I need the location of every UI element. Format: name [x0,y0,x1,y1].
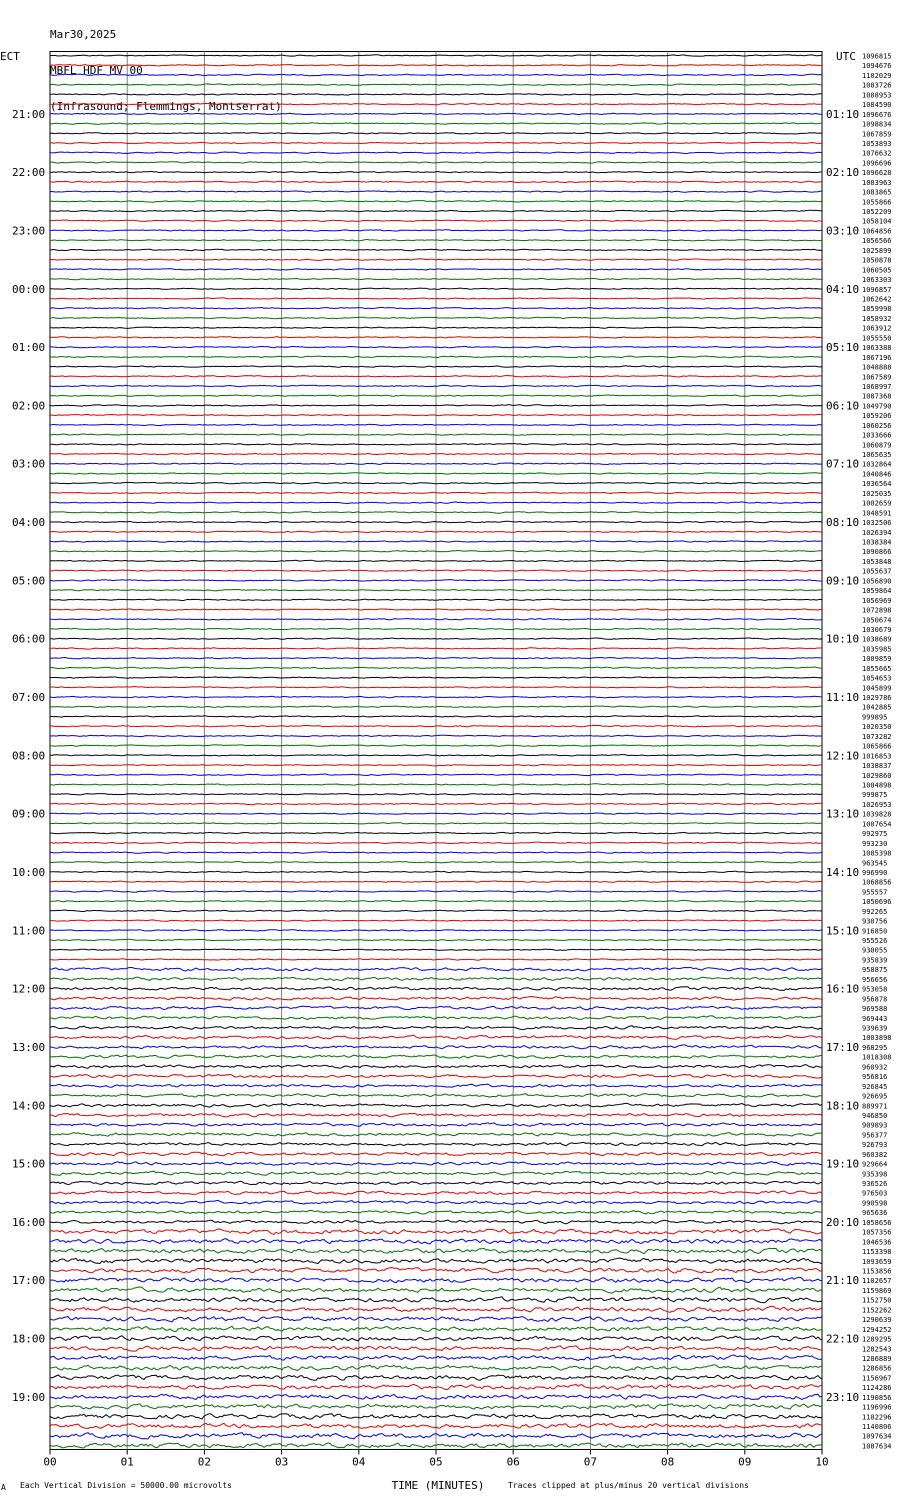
trace-offset-label: 960932 [862,1063,888,1072]
trace-offset-label: 1190856 [862,1393,892,1402]
trace-offset-label: 1098834 [862,120,892,129]
left-hour-label: 11:00 [12,924,46,938]
right-hour-label: 02:10 [826,166,860,180]
trace-offset-label: 963545 [862,859,888,868]
trace-offset-label: 965636 [862,1209,888,1218]
trace-offset-label: 1048591 [862,509,892,518]
trace-offset-label: 1073282 [862,732,892,741]
trace-offset-label: 1064856 [862,227,892,236]
trace-offset-label: 1056566 [862,237,892,246]
trace-offset-label: 1038689 [862,635,892,644]
left-hour-label: 14:00 [12,1099,46,1113]
left-hour-label: 12:00 [12,982,46,996]
right-timezone-label: UTC [836,50,856,63]
trace-offset-label: 1032864 [862,460,892,469]
trace-offset-label: 1063912 [862,324,892,333]
trace-offset-label: 930055 [862,946,888,955]
trace-offset-label: 1018308 [862,1053,892,1062]
trace-offset-label: 1096676 [862,110,892,119]
trace-offset-label: 889971 [862,1102,888,1111]
clip-note: Traces clipped at plus/minus 20 vertical divisions [508,1481,749,1490]
trace-offset-label: 969443 [862,1014,888,1023]
x-tick-label: 06 [506,1455,520,1469]
trace-offset-label: 992265 [862,907,888,916]
trace-offset-label: 1156967 [862,1374,892,1383]
trace-offset-label: 1088953 [862,91,892,100]
left-hour-label: 03:00 [12,457,46,471]
trace-offset-label: 1087634 [862,1442,892,1451]
trace-offset-label: 926695 [862,1092,888,1101]
trace-offset-label: 1039828 [862,810,892,819]
trace-offset-label: 1153856 [862,1267,892,1276]
trace-offset-label: 990598 [862,1199,888,1208]
trace-offset-label: 1062642 [862,295,892,304]
x-tick-label: 09 [738,1455,752,1469]
trace-offset-label: 1152262 [862,1306,892,1315]
right-hour-label: 21:10 [826,1274,860,1288]
trace-offset-label: 1102657 [862,1277,892,1286]
right-hour-label: 15:10 [826,924,860,938]
trace-offset-label: 1159869 [862,1286,892,1295]
x-tick-label: 10 [815,1455,829,1469]
left-hour-label: 17:00 [12,1274,46,1288]
right-hour-label: 09:10 [826,574,860,588]
trace-offset-label: 1282543 [862,1345,892,1354]
trace-offset-label: 1052209 [862,208,892,216]
right-hour-label: 17:10 [826,1040,860,1054]
trace-offset-label: 1087368 [862,392,892,401]
trace-offset-label: 1065635 [862,451,892,459]
trace-offset-label: 930756 [862,917,888,926]
x-tick-label: 05 [429,1455,443,1469]
x-tick-label: 04 [352,1455,366,1469]
right-hour-label: 13:10 [826,807,860,821]
chart-date: Mar30,2025 [50,28,117,41]
trace-offset-label: 1076632 [862,149,892,158]
trace-offset-label: 1083726 [862,81,892,90]
trace-offset-label: 953058 [862,985,888,994]
trace-offset-label: 1096628 [862,169,892,178]
left-hour-label: 06:00 [12,632,46,646]
trace-offset-label: 956377 [862,1131,888,1140]
trace-offset-label: 1025035 [862,489,892,498]
trace-offset-label: 1290639 [862,1316,892,1325]
trace-offset-label: 1040846 [862,470,892,479]
trace-offset-label: 955526 [862,937,888,945]
right-hour-label: 05:10 [826,341,860,355]
x-tick-label: 01 [120,1455,134,1469]
trace-offset-label: 1068856 [862,878,892,887]
x-tick-label: 03 [274,1455,289,1469]
trace-offset-label: 1049790 [862,402,892,411]
trace-offset-label: 1055866 [862,198,892,207]
left-hour-label: 05:00 [12,574,46,588]
trace-offset-label: 1050878 [862,256,892,265]
trace-offset-label: 1058656 [862,1218,892,1227]
trace-offset-label: 1026394 [862,528,892,537]
trace-offset-label: 1096815 [862,52,892,61]
trace-offset-label: 935398 [862,1170,888,1179]
trace-offset-label: 1067589 [862,373,892,382]
trace-offset-label: 1030679 [862,626,892,634]
trace-offset-label: 1068997 [862,383,892,391]
trace-offset-label: 992975 [862,830,888,839]
trace-offset-label: 1096696 [862,159,892,168]
trace-offset-label: 1294252 [862,1325,892,1334]
trace-offset-label: 956656 [862,975,888,984]
trace-offset-label: 1050674 [862,616,892,625]
trace-offset-label: 1083865 [862,188,892,197]
right-hour-label: 19:10 [826,1157,860,1171]
trace-offset-label: 960382 [862,1150,888,1159]
trace-offset-label: 946850 [862,1112,888,1120]
trace-offset-label: 968295 [862,1043,888,1052]
trace-offset-label: 1029786 [862,694,892,702]
trace-offset-label: 1060879 [862,441,892,450]
trace-offset-label: 1009859 [862,655,892,664]
trace-offset-label: 969588 [862,1005,888,1014]
left-hour-label: 08:00 [12,749,46,763]
trace-offset-label: 1004898 [862,781,892,790]
left-hour-label: 02:00 [12,399,46,413]
trace-offset-label: 1020350 [862,723,892,732]
trace-offset-label: 1055665 [862,664,892,673]
trace-offset-label: 993230 [862,839,888,848]
footer-mark: A [1,1483,6,1492]
right-hour-label: 04:10 [826,282,860,296]
trace-line [50,920,822,921]
left-hour-label: 18:00 [12,1332,46,1346]
left-hour-label: 07:00 [12,691,46,704]
right-hour-label: 18:10 [826,1099,860,1113]
trace-offset-label: 1007654 [862,820,892,829]
trace-offset-label: 996990 [862,869,888,877]
left-hour-label: 15:00 [12,1157,46,1171]
trace-offset-label: 1053893 [862,140,892,148]
trace-offset-label: 1059206 [862,412,892,421]
right-hour-label: 10:10 [826,632,860,646]
trace-offset-label: 1050696 [862,898,892,907]
trace-offset-label: 1002659 [862,499,892,508]
trace-offset-label: 1060505 [862,266,892,275]
scale-note: Each Vertical Division = 50000.00 microvolts [20,1481,232,1490]
trace-offset-label: 1055637 [862,567,892,576]
left-hour-label: 01:00 [12,341,46,355]
trace-offset-label: 916850 [862,927,888,936]
trace-offset-label: 956878 [862,995,888,1004]
right-hour-label: 07:10 [826,457,860,471]
trace-line [50,531,822,532]
trace-offset-label: 1029860 [862,771,892,780]
trace-offset-label: 1140806 [862,1423,892,1431]
right-hour-label: 23:10 [826,1390,860,1404]
trace-offset-label: 1054653 [862,674,892,683]
trace-offset-label: 1059998 [862,305,892,314]
chart-description: (Infrasound; Flemmings, Montserrat) [50,100,282,113]
right-hour-label: 12:10 [826,749,860,763]
trace-offset-label: 1058932 [862,314,892,323]
trace-offset-label: 1060256 [862,421,892,430]
trace-offset-label: 1046536 [862,1238,892,1247]
trace-offset-label: 1057356 [862,1228,892,1237]
trace-offset-label: 1124286 [862,1384,892,1393]
trace-offset-label: 1038384 [862,538,892,547]
trace-offset-label: 1056969 [862,596,892,605]
trace-offset-label: 1102296 [862,1413,892,1422]
trace-offset-label: 926845 [862,1082,888,1091]
trace-offset-label: 958875 [862,966,888,975]
trace-offset-label: 1084590 [862,101,892,110]
trace-offset-label: 955557 [862,888,888,897]
chart-station: MBFL HDF MV 00 [50,64,143,77]
trace-offset-label: 1059864 [862,587,892,596]
trace-offset-label: 1025899 [862,246,892,255]
right-hour-label: 11:10 [826,691,860,704]
left-hour-label: 13:00 [12,1040,46,1054]
left-hour-label: 21:00 [12,107,46,121]
left-hour-label: 00:00 [12,282,46,296]
left-hour-label: 16:00 [12,1215,46,1229]
left-hour-label: 04:00 [12,516,46,530]
trace-offset-label: 1096857 [862,285,892,294]
trace-offset-label: 926793 [862,1141,888,1150]
trace-offset-label: 1058104 [862,217,892,226]
trace-offset-label: 999895 [862,713,888,722]
trace-offset-label: 999875 [862,791,888,800]
trace-offset-label: 1153398 [862,1248,892,1257]
x-tick-label: 08 [660,1455,675,1469]
trace-offset-label: 1045899 [862,684,892,693]
left-hour-label: 22:00 [12,166,46,180]
trace-offset-label: 1048888 [862,363,892,372]
trace-offset-label: 1053848 [862,557,892,566]
left-hour-label: 10:00 [12,866,46,879]
trace-offset-label: 1067196 [862,353,892,362]
trace-offset-label: 1090866 [862,548,892,557]
trace-offset-label: 1003898 [862,1034,892,1043]
trace-offset-label: 1094676 [862,62,892,71]
trace-offset-label: 936526 [862,1180,888,1188]
trace-offset-label: 1289295 [862,1335,892,1344]
trace-offset-label: 929664 [862,1160,888,1169]
right-hour-label: 22:10 [826,1332,860,1346]
right-hour-label: 06:10 [826,399,860,413]
trace-offset-label: 1085398 [862,849,892,858]
right-hour-label: 20:10 [826,1215,860,1229]
x-tick-label: 02 [197,1455,212,1469]
trace-offset-label: 956816 [862,1073,888,1082]
trace-offset-label: 1093659 [862,1257,892,1266]
trace-offset-label: 1036564 [862,480,892,489]
trace-offset-label: 976503 [862,1189,888,1198]
trace-offset-label: 1038837 [862,762,892,771]
right-hour-label: 01:10 [826,107,860,121]
left-hour-label: 19:00 [12,1390,46,1404]
trace-offset-label: 1083963 [862,178,892,187]
x-tick-label: 00 [43,1455,57,1469]
right-hour-label: 08:10 [826,516,860,530]
trace-offset-label: 1102029 [862,71,892,80]
trace-offset-label: 1286856 [862,1364,892,1373]
trace-offset-label: 1097634 [862,1432,892,1441]
left-hour-label: 09:00 [12,807,46,821]
trace-offset-label: 935839 [862,956,888,965]
left-hour-label: 23:00 [12,224,46,238]
x-tick-label: 07 [583,1455,598,1469]
trace-offset-label: 1032506 [862,519,892,528]
trace-offset-label: 909893 [862,1121,888,1130]
trace-offset-label: 1072898 [862,606,892,615]
trace-offset-label: 1196996 [862,1403,892,1412]
trace-offset-label: 1152750 [862,1296,892,1305]
trace-offset-label: 1065866 [862,742,892,751]
trace-offset-label: 1035985 [862,645,892,654]
trace-offset-label: 1063388 [862,344,892,353]
left-timezone-label: ECT [0,50,20,63]
x-axis-title: TIME (MINUTES) [391,1479,485,1492]
trace-offset-label: 1056890 [862,577,892,586]
trace-offset-label: 1063303 [862,276,892,285]
trace-offset-label: 1042885 [862,703,892,712]
trace-offset-label: 1286889 [862,1355,892,1363]
right-hour-label: 14:10 [826,866,860,879]
right-hour-label: 16:10 [826,982,860,996]
trace-offset-label: 1033666 [862,431,892,440]
trace-offset-label: 1067859 [862,130,892,139]
trace-offset-label: 1055550 [862,334,892,343]
trace-offset-label: 1026953 [862,800,892,809]
trace-offset-label: 939639 [862,1024,888,1033]
trace-offset-label: 1016853 [862,752,892,761]
right-hour-label: 03:10 [826,224,860,238]
